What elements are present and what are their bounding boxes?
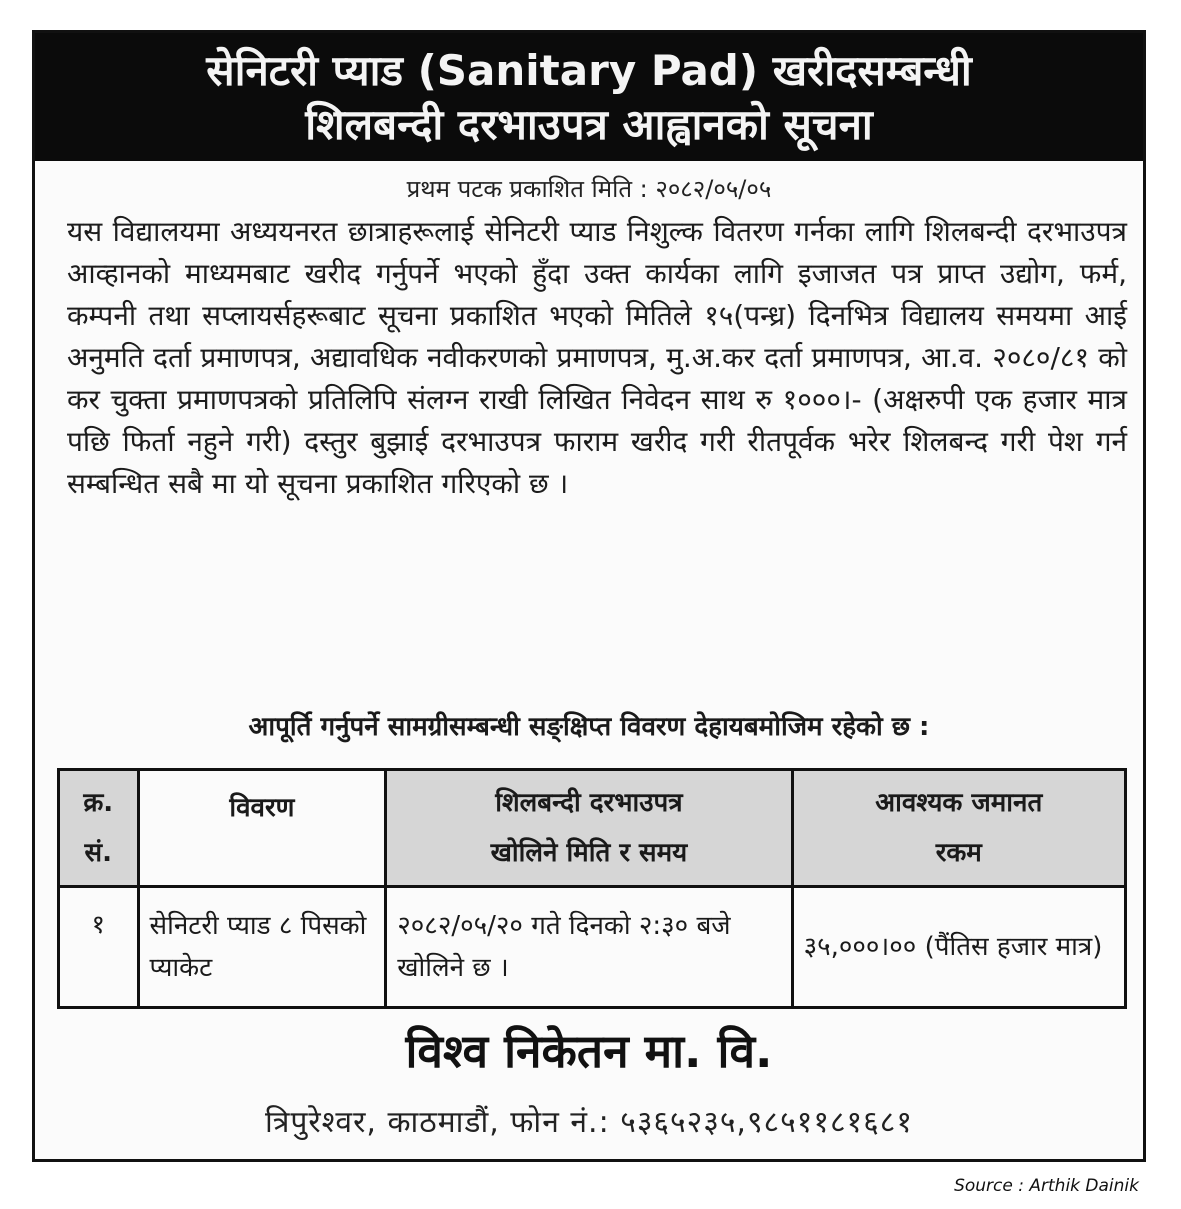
cell-sn: १: [59, 887, 139, 1008]
header-sn-line-1: क्र.: [83, 788, 114, 818]
header-opening-line-1: शिलबन्दी दरभाउपत्र: [495, 788, 683, 818]
header-description: [138, 770, 386, 887]
cell-deposit: ३५,०००।०० (पैंतिस हजार मात्र): [792, 887, 1125, 1008]
title-line-1: सेनिटरी प्याड (Sanitary Pad) खरीदसम्बन्धी: [206, 46, 972, 95]
items-table: [57, 768, 1127, 1009]
header-opening: [386, 770, 792, 887]
summary-intro: आपूर्ति गर्नुपर्ने सामग्रीसम्बन्धी सङ्क्षिप्त विवरण देहायबमोजिम रहेको छ :: [248, 712, 930, 742]
table-row: [59, 887, 1126, 1008]
cell-description: सेनिटरी प्याड ८ पिसको प्याकेट: [138, 887, 386, 1008]
notice-header: [35, 33, 1143, 161]
publication-date: प्रथम पटक प्रकाशित मिति : २०८२/०५/०५: [406, 175, 772, 203]
header-deposit-line-1: आवश्यक जमानत: [875, 788, 1043, 818]
notice-body: यस विद्यालयमा अध्ययनरत छात्राहरूलाई सेनिटरी प्याड निशुल्क वितरण गर्नका लागि शिलबन्दी दरभाउपत्र आव्हानको माध्यमबाट खरीद गर्नुपर्ने भएको हुँदा उक्त कार्यका लागि इजाजत पत्र प्राप्त उद्योग, फर्म, कम्पनी तथा सप्लायर्सहरूबाट सूचना प्रकाशित भएको मितिले १५(पन्ध्र) दिनभित्र विद्यालय समयमा आई अनुमति दर्ता प्रमाणपत्र, अद्यावधिक नवीकरणको प्रमाणपत्र, मु.अ.कर दर्ता प्रमाणपत्र, आ.व. २०८०/८१ को कर चुक्ता प्रमाणपत्रको प्रतिलिपि संलग्न राखी लिखित निवेदन साथ रु १०००।- (अक्षरुपी एक हजार मात्र पछि फिर्ता नहुने गरी) दस्तुर बुझाई दरभाउपत्र फाराम खरीद गरी रीतपूर्वक भरेर शिलबन्द गरी पेश गर्न सम्बन्धित सबै मा यो सूचना प्रकाशित गरिएको छ ।: [67, 215, 1127, 500]
header-sn: [59, 770, 139, 887]
cell-opening: २०८२/०५/२० गते दिनको २:३० बजे खोलिने छ ।: [386, 887, 792, 1008]
header-sn-line-2: सं.: [84, 838, 112, 868]
header-opening-line-2: खोलिने मिति र समय: [490, 838, 688, 868]
school-name: विश्व निकेतन मा. वि.: [405, 1024, 773, 1078]
school-address: त्रिपुरेश्वर, काठमाडौं, फोन नं.: ५३६५२३५,९८५११८१६८१: [265, 1105, 913, 1140]
header-description-label: विवरण: [229, 793, 295, 823]
header-deposit-line-2: रकम: [935, 838, 982, 868]
table-header-row: [59, 770, 1126, 887]
title-line-2: शिलबन्दी दरभाउपत्र आह्वानको सूचना: [305, 100, 873, 149]
notice-box: [32, 30, 1146, 1162]
source-credit: Source : Arthik Dainik: [954, 1176, 1139, 1196]
header-deposit: [792, 770, 1125, 887]
